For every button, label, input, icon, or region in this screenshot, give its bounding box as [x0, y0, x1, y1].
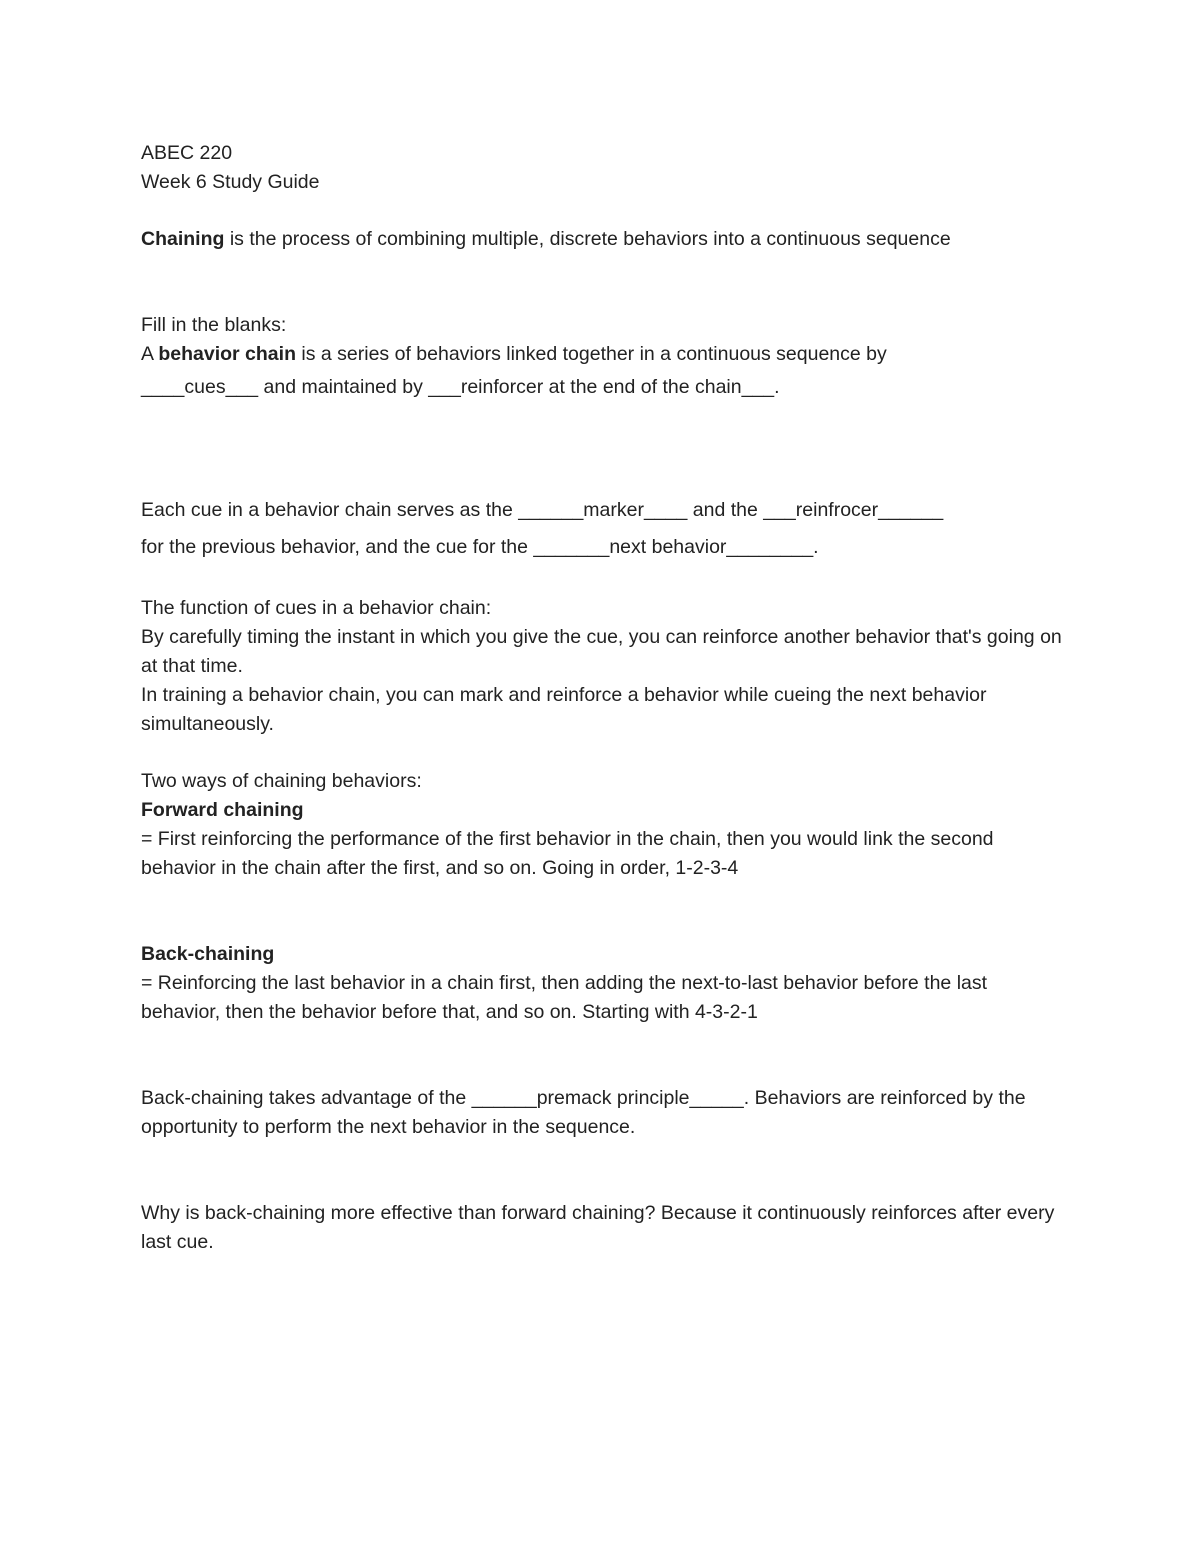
cue-function-paragraph-1: By carefully timing the instant in which you give the cue, you can reinforce another behavior that's going on at that time. [141, 626, 1062, 677]
forward-chaining-definition: = First reinforcing the performance of the first behavior in the chain, then you would link the second behavior in the chain after the first, and so on. Going in order, 1-2-3-4 [141, 828, 994, 879]
chaining-definition [141, 225, 1071, 254]
page-title: Week 6 Study Guide [141, 171, 320, 193]
behavior-chain-line-1 [141, 340, 1071, 369]
spacer [141, 406, 1071, 492]
ways-heading: Two ways of chaining behaviors: [141, 770, 422, 792]
spacer [141, 197, 1071, 225]
course-code: ABEC 220 [141, 142, 233, 164]
spacer [141, 254, 1071, 311]
behavior-chain-line-2: ____cues___ and maintained by ___reinforcer at the end of the chain___. [141, 376, 780, 398]
spacer [141, 1027, 1071, 1084]
behavior-chain-rest: is a series of behaviors linked together in a continuous sequence by [295, 343, 887, 365]
question-paragraph: Why is back-chaining more effective than forward chaining? Because it continuously reinforces after every last cue. [141, 1202, 1055, 1253]
behavior-chain-term: behavior chain [158, 343, 296, 365]
cue-function-heading: The function of cues in a behavior chain: [141, 597, 492, 619]
cue-function-paragraph-2: In training a behavior chain, you can mark and reinforce a behavior while cueing the next behavior simultaneously. [141, 684, 987, 735]
spacer [141, 739, 1071, 767]
chaining-term: Chaining [141, 228, 225, 250]
chaining-text: is the process of combining multiple, discrete behaviors into a continuous sequence [224, 228, 951, 250]
spacer [141, 883, 1071, 940]
spacer [141, 1142, 1071, 1199]
fill-blanks-heading: Fill in the blanks: [141, 314, 287, 336]
forward-chaining-term: Forward chaining [141, 799, 304, 821]
cue-roles-line-2: for the previous behavior, and the cue for the _______next behavior________. [141, 536, 819, 558]
cue-roles-line-1: Each cue in a behavior chain serves as the ______marker____ and the ___reinfrocer______ [141, 499, 944, 521]
back-chaining-definition: = Reinforcing the last behavior in a chain first, then adding the next-to-last behavior before the last behavior, then the behavior before that, and so on. Starting with 4-3-2-1 [141, 972, 988, 1023]
behavior-chain-prefix: A [141, 343, 159, 365]
spacer [141, 566, 1071, 594]
premack-paragraph: Back-chaining takes advantage of the ______premack principle_____. Behaviors are reinforced by the opportunity to perform the next behavior in the sequence. [141, 1087, 1026, 1138]
document-content [141, 139, 1071, 1257]
back-chaining-term: Back-chaining [141, 943, 275, 965]
